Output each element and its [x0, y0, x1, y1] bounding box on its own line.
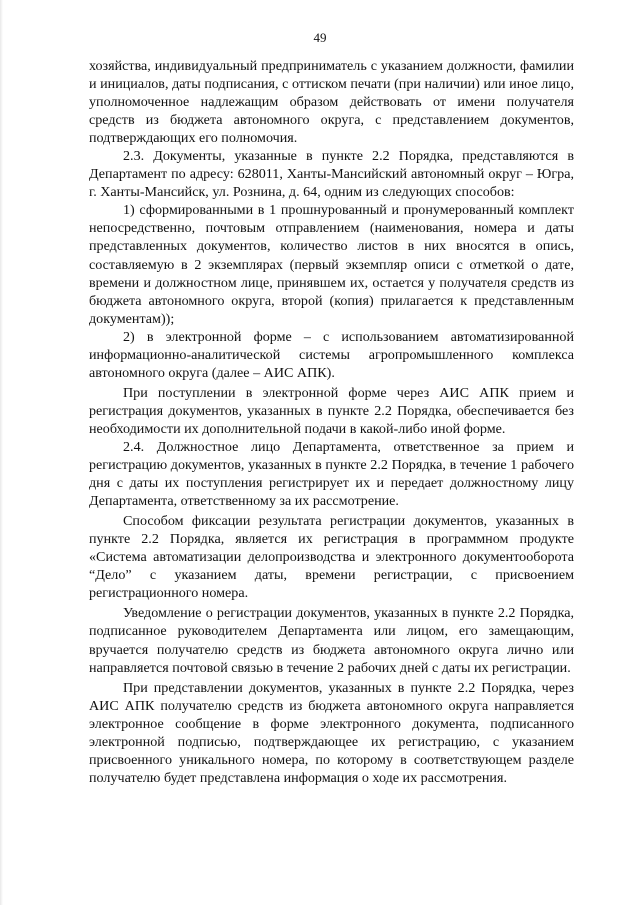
document-body — [89, 57, 574, 787]
paragraph-notification: Уведомление о регистрации документов, указанных в пункте 2.2 Порядка, подписанное руководителем Департамента или лицом, его замещающим, вручается получателю средств из бюджета автономного округа лично или направляется почтовой связью в течение 2 рабочих дней с даты их регистрации. — [89, 605, 574, 676]
paragraph-electronic-message: При представлении документов, указанных в пункте 2.2 Порядка, через АИС АПК получателю средств из бюджета автономного округа направляется электронное сообщение в форме электронного документа, подписанного электронной подписью, подтверждающее их регистрацию, с указанием присвоенного уникального номера, по которому в соответствующем разделе получателю будет представлена информация о ходе их рассмотрения. — [89, 679, 574, 786]
paragraph-2-3: 2.3. Документы, указанные в пункте 2.2 Порядка, представляются в Департамент по адресу: 628011, Ханты-Мансийский автономный округ – Югра, г. Ханты-Мансийск, ул. Рознина, д. 64, одним из следующих способов: — [89, 148, 574, 201]
paragraph-registration-method: Способом фиксации результата регистрации документов, указанных в пункте 2.2 Порядка, является их регистрация в программном продукте «Система автоматизации делопроизводства и электронного документооборота “Дело” с указанием даты, времени регистрации, с присвоением регистрационного номера. — [89, 513, 574, 602]
paragraph-method-1: 1) сформированными в 1 прошнурованный и пронумерованный комплект непосредственно, почтовым отправлением (наименования, номера и даты представленных документов, количество листов в них вносятся в опись, составляемую в 2 экземплярах (первый экземпляр описи с отметкой о дате, времени и должностном лице, принявшем их, остается у получателя средств из бюджета автономного округа, второй (копия) прилагается к представленным документам)); — [89, 202, 574, 327]
paragraph-electronic-receipt: При поступлении в электронной форме через АИС АПК прием и регистрация документов, указанных в пункте 2.2 Порядка, обеспечивается без необходимости их дополнительной подачи в какой-либо иной форме. — [89, 384, 574, 437]
paragraph-method-2: 2) в электронной форме – с использованием автоматизированной информационно-аналитической системы агропромышленного комплекса автономного округа (далее – АИС АПК). — [89, 328, 574, 381]
paragraph-continuation: хозяйства, индивидуальный предприниматель с указанием должности, фамилии и инициалов, даты подписания, с оттиском печати (при наличии) или иное лицо, уполномоченное надлежащим образом действовать от имени получателя средств из бюджета автономного округа, с представлением документов, подтверждающих его полномочия. — [89, 58, 574, 147]
page-number: 49 — [313, 30, 327, 45]
scan-edge — [0, 0, 3, 905]
paragraph-2-4: 2.4. Должностное лицо Департамента, ответственное за прием и регистрацию документов, указанных в пункте 2.2 Порядка, в течение 1 рабочего дня с даты их поступления регистрирует их и передает должностному лицу Департамента, ответственному за их рассмотрение. — [89, 438, 574, 510]
